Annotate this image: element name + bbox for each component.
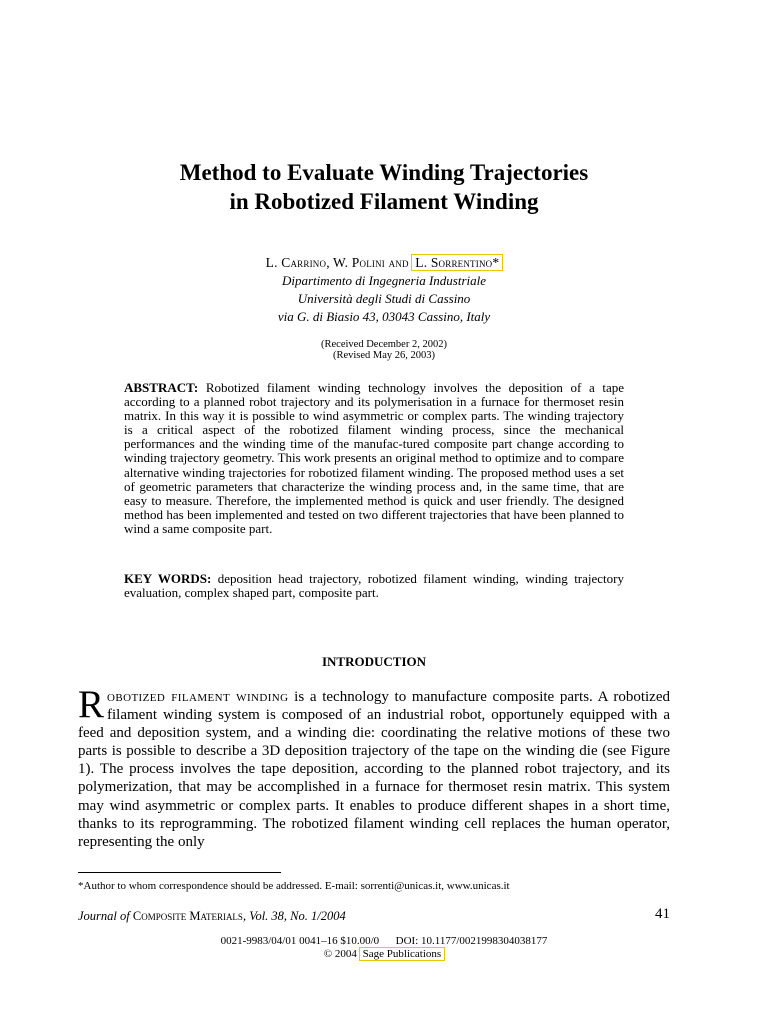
author-list — [0, 254, 768, 272]
author-separator: , — [326, 255, 333, 270]
affiliation — [0, 272, 768, 326]
journal-name: Composite Materials — [132, 909, 243, 923]
page-number: 41 — [655, 906, 670, 922]
title-line-2: in Robotized Filament Winding — [229, 189, 539, 214]
submission-dates — [0, 339, 768, 361]
affiliation-line-2: Università degli Studi di Cassino — [297, 291, 471, 306]
section-heading-introduction: INTRODUCTION — [321, 654, 426, 669]
abstract-label: ABSTRACT: — [124, 380, 199, 395]
author-1: L. Carrino — [265, 255, 327, 270]
abstract-text: Robotized filament winding technology involves the deposition of a tape according to a planned robot trajectory and its polymerisation in a furnace for thermoset resin matrix. In this way it is possible to wind asymmetric or complex parts. The winding trajectory is a critical aspect of the robotized filament winding process, since the mechanical performances and the winding time of the manufac-tured composite part change according to winding trajectory geometry. This work presents an original method to optimize and to compare alternative winding trajectories for robotized filament winding. The proposed method uses a set of geometric parameters that characterize the winding process and, in the same time, that are easy to measure. Therefore, the implemented method is quick and user friendly. The designed method has been implemented and tested on two different trajectories that have been planned to wind a same composite part. — [124, 380, 624, 536]
affiliation-line-3: via G. di Biasio 43, 03043 Cassino, Italy — [277, 309, 491, 324]
intro-lead-in: obotized filament winding — [107, 689, 289, 705]
footnote-divider — [78, 872, 281, 873]
keywords-label: KEY WORDS: — [124, 571, 212, 586]
doi: DOI: 10.1177/0021998304038177 — [395, 935, 548, 947]
journal-prefix: Journal of — [78, 909, 133, 923]
journal-volume: , Vol. 38, No. 1/2004 — [242, 909, 346, 923]
revised-date: (Revised May 26, 2003) — [332, 350, 436, 361]
price-code: 0021-9983/04/01 0041–16 $10.00/0 — [220, 935, 380, 947]
title-line-1: Method to Evaluate Winding Trajectories — [179, 160, 589, 185]
introduction-body — [78, 683, 670, 851]
drop-cap: R — [78, 683, 105, 726]
keywords — [124, 572, 624, 600]
keywords-text: deposition head trajectory, robotized filament winding, winding trajectory evaluation, complex shaped part, composite part. — [124, 571, 624, 601]
affiliation-line-1: Dipartimento di Ingegneria Industriale — [281, 273, 486, 288]
copyright-line — [0, 948, 768, 961]
abstract — [124, 381, 624, 536]
footnote: *Author to whom correspondence should be addressed. E-mail: sorrenti@unicas.it, www.unicas.it — [78, 880, 510, 892]
intro-text: is a technology to manufacture composite parts. A robotized filament winding system is composed of an industrial robot, opportunely equipped with a feed and deposition system, and a winding die: coordinating the relative motions of these two parts is possible to describe a 3D deposition trajectory of the tape on the winding die (see Figure 1). The process involves the tape deposition, according to the planned robot trajectory, and its polymerization, that may be accomplished in a furnace for thermoset resin matrix. This system may wind asymmetric or complex parts. It enables to produce different shapes in a short time, thanks to its reprogramming. The robotized filament winding cell replaces the human operator, representing the only — [78, 689, 670, 850]
copyright: © 2004 — [323, 948, 357, 960]
received-date: (Received December 2, 2002) — [321, 339, 447, 350]
journal-citation — [78, 908, 598, 924]
paper-title — [0, 158, 768, 216]
author-3-link[interactable]: L. Sorrentino* — [412, 255, 502, 270]
author-and: and — [385, 255, 413, 270]
publisher-link[interactable]: Sage Publications — [360, 948, 445, 960]
author-2: W. Polini — [332, 255, 385, 270]
publication-codes — [0, 935, 768, 948]
